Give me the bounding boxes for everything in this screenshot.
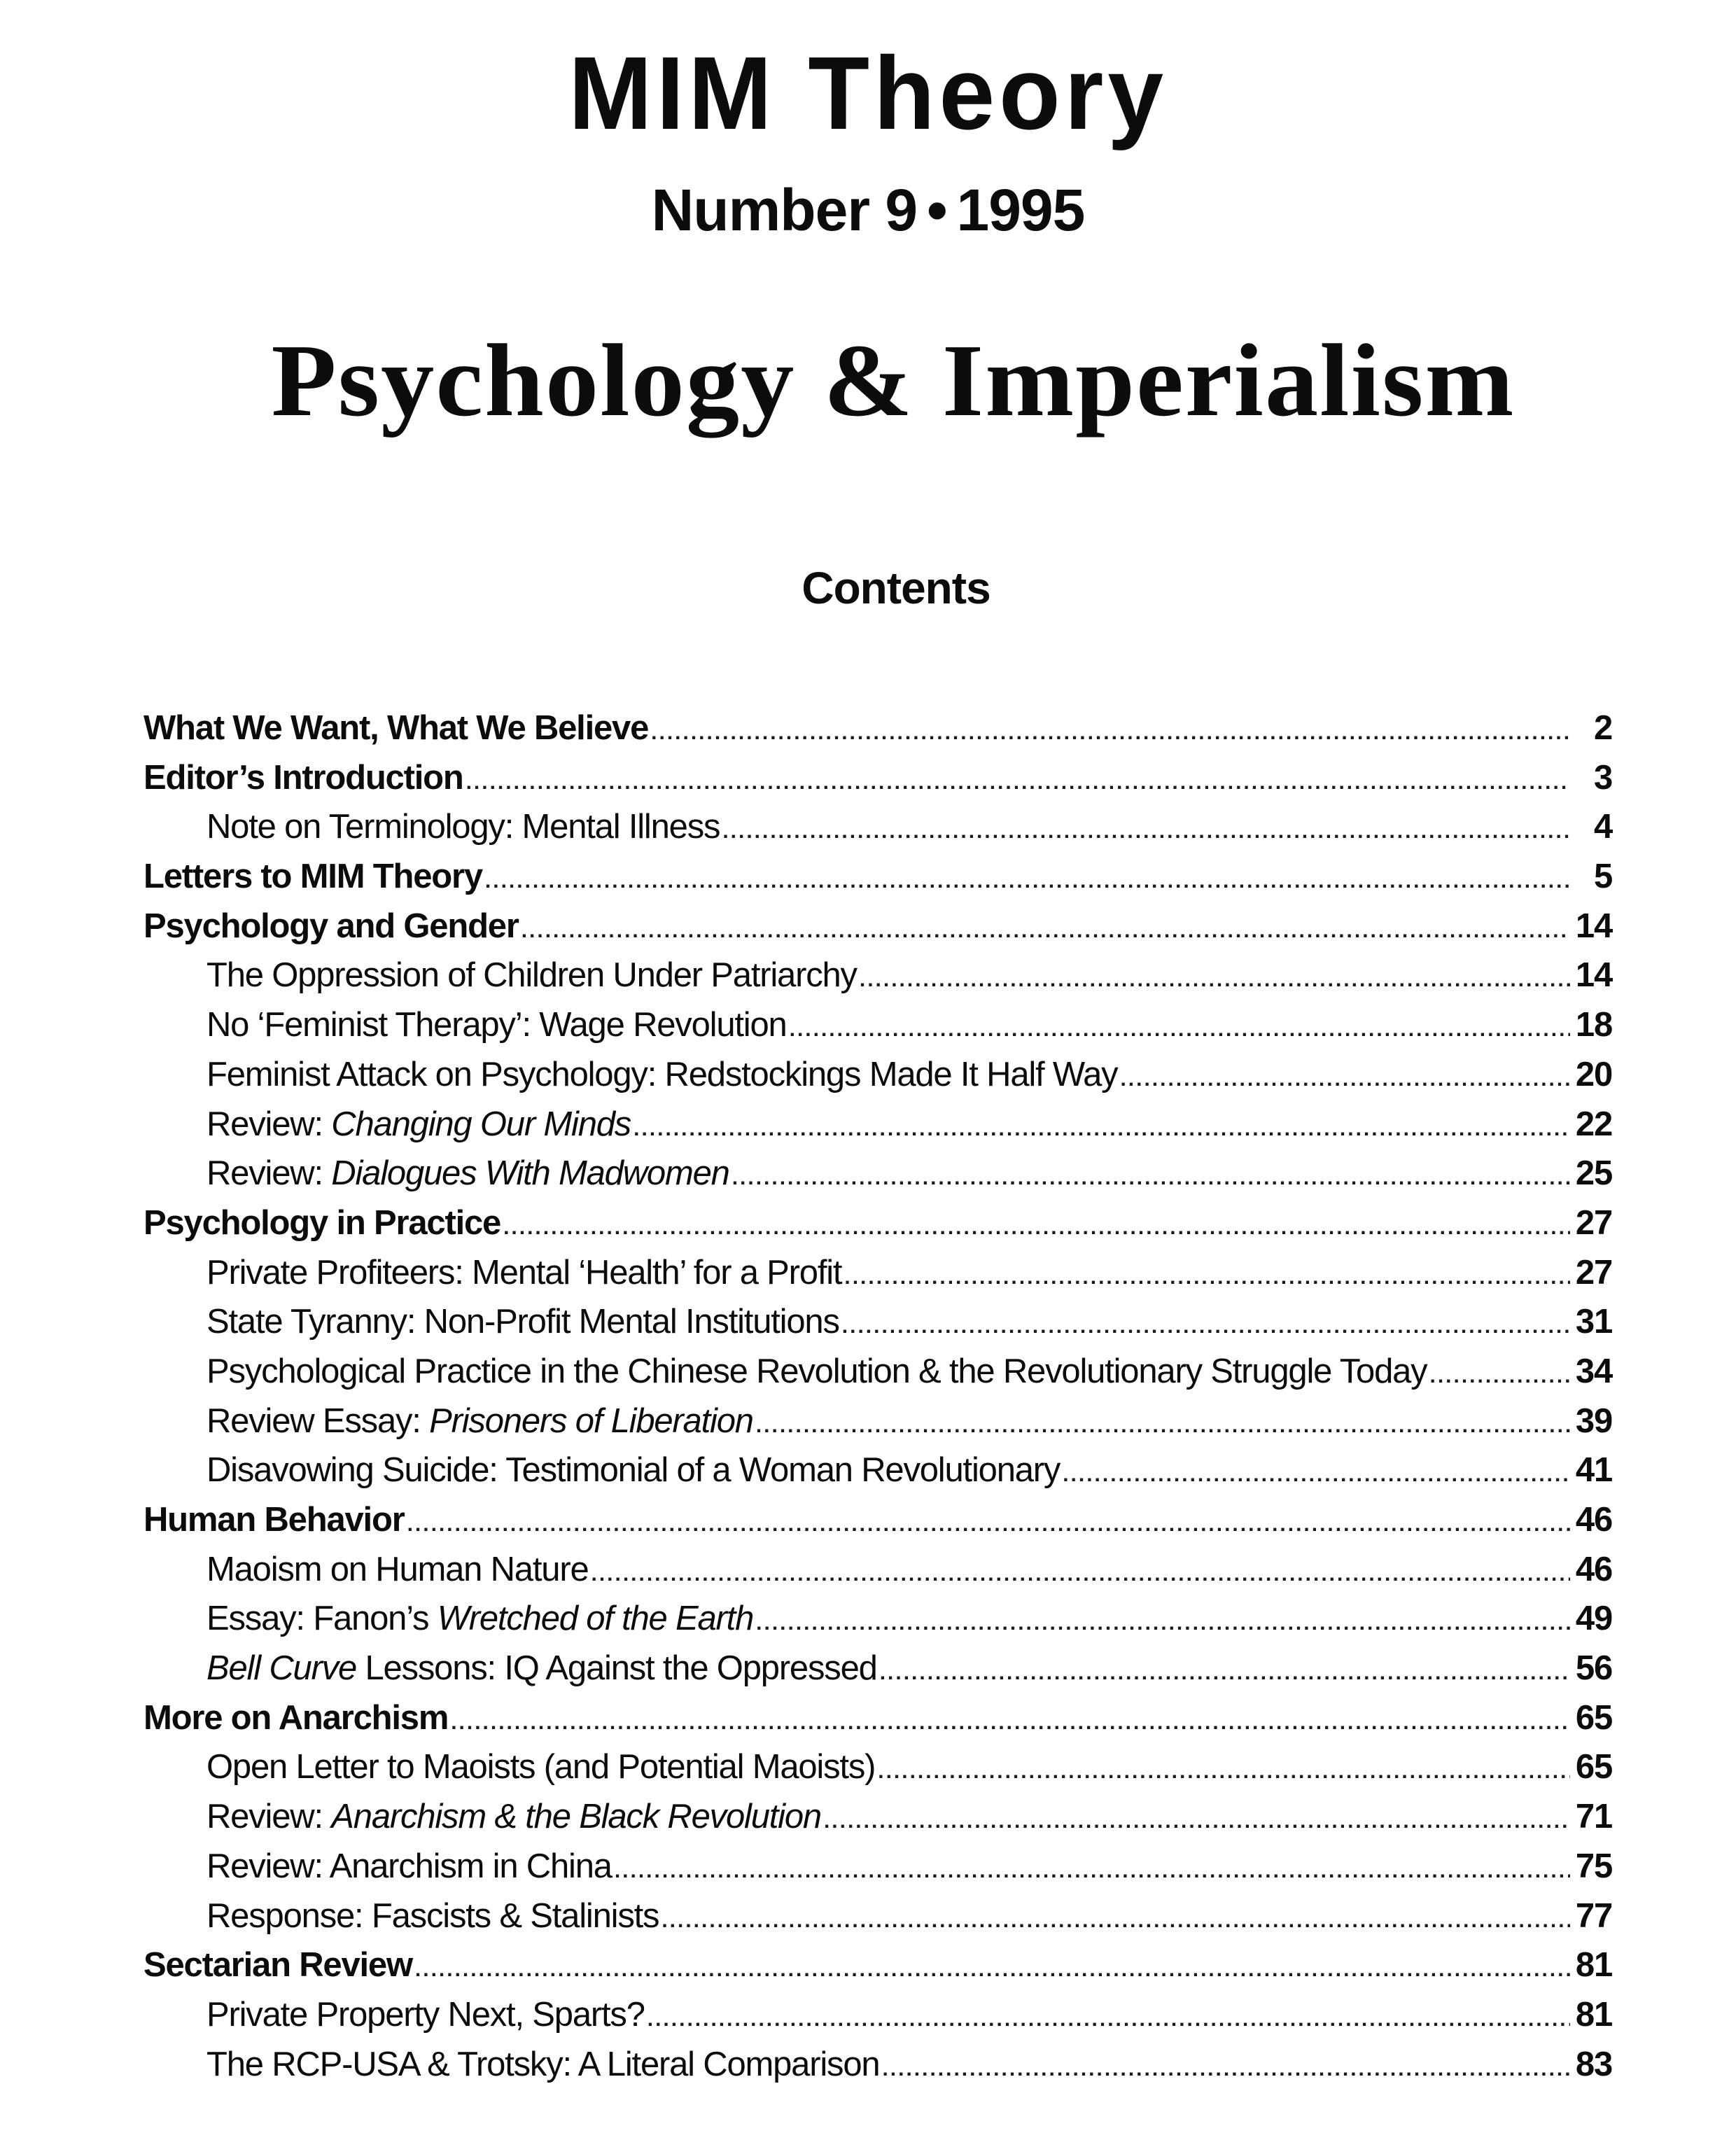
toc-dot-leader: [615, 1847, 1570, 1896]
toc-dot-leader: [415, 1945, 1570, 1995]
toc-entry-text: Human Behavior: [144, 1501, 405, 1539]
table-of-contents: [144, 704, 1612, 2089]
toc-page-number: 18: [1575, 1006, 1612, 1044]
toc-entry-text: Sectarian Review: [144, 1946, 412, 1985]
toc-dot-leader: [466, 758, 1570, 808]
toc-entry-text: Review:: [206, 1798, 332, 1836]
toc-page-number: 41: [1575, 1451, 1612, 1490]
toc-entry-text: Maoism on Human Nature: [206, 1550, 589, 1588]
toc-dot-leader: [648, 1995, 1570, 2045]
toc-sub-entry: [144, 951, 1612, 1000]
toc-page-number: 27: [1575, 1253, 1612, 1292]
toc-page-number: 81: [1575, 1946, 1612, 1985]
toc-section-entry: [144, 902, 1612, 951]
toc-sub-entry: [144, 1446, 1612, 1495]
toc-entry-title: [206, 951, 857, 1000]
toc-entry-text: More on Anarchism: [144, 1698, 449, 1737]
toc-page-number: 83: [1575, 2045, 1612, 2083]
toc-dot-leader: [592, 1550, 1571, 1600]
toc-sub-entry: [144, 1990, 1612, 2040]
toc-page-number: 5: [1593, 858, 1612, 896]
toc-page-number: 14: [1575, 907, 1612, 945]
toc-entry-title: [206, 1100, 631, 1149]
toc-dot-leader: [842, 1302, 1570, 1352]
toc-entry-title: [206, 2040, 879, 2090]
toc-entry-text: Psychological Practice in the Chinese Revolution & the Revolutionary Struggle Today: [206, 1352, 1427, 1390]
toc-sub-entry: [144, 1644, 1612, 1693]
toc-entry-italic-title: Changing Our Minds: [331, 1105, 631, 1143]
toc-entry-text: Psychology and Gender: [144, 907, 519, 945]
toc-sub-entry: [144, 1842, 1612, 1891]
toc-dot-leader: [880, 1649, 1570, 1698]
contents-heading: Contents: [802, 563, 990, 613]
toc-entry-title: [206, 1842, 612, 1891]
toc-page-number: 39: [1575, 1401, 1612, 1440]
toc-entry-title: [206, 1644, 877, 1693]
toc-dot-leader: [522, 907, 1570, 956]
toc-entry-text: Feminist Attack on Psychology: Redstockings Made It Half Way: [206, 1055, 1118, 1093]
toc-sub-entry: [144, 1792, 1612, 1842]
toc-sub-entry: [144, 1594, 1612, 1644]
toc-entry-title: [206, 1297, 839, 1347]
toc-dot-leader: [503, 1203, 1570, 1253]
toc-sub-entry: [144, 1891, 1612, 1941]
toc-entry-title: [144, 1940, 412, 1990]
toc-entry-title: [206, 1000, 787, 1050]
toc-page-number: 46: [1575, 1550, 1612, 1588]
toc-entry-title: [206, 802, 720, 852]
toc-entry-text: What We Want, What We Believe: [144, 709, 649, 747]
toc-page-number: 25: [1575, 1154, 1612, 1193]
toc-section-entry: [144, 753, 1612, 803]
toc-entry-title: [206, 1594, 753, 1644]
toc-entry-title: [144, 753, 463, 803]
toc-page-number: 75: [1575, 1847, 1612, 1885]
toc-page-number: 49: [1575, 1600, 1612, 1638]
toc-entry-text: Response: Fascists & Stalinists: [206, 1896, 659, 1935]
toc-page-number: 20: [1575, 1055, 1612, 1093]
toc-entry-text: The RCP-USA & Trotsky: A Literal Comparison: [206, 2045, 880, 2083]
toc-entry-text: Private Profiteers: Mental ‘Health’ for a Profit: [206, 1253, 842, 1292]
issue-separator: •: [927, 177, 947, 243]
toc-entry-title: [206, 1248, 841, 1298]
toc-entry-italic-title: Prisoners of Liberation: [429, 1401, 753, 1440]
toc-entry-title: [206, 1990, 645, 2040]
toc-section-entry: [144, 1940, 1612, 1990]
toc-sub-entry: [144, 802, 1612, 852]
toc-entry-title: [206, 1050, 1117, 1100]
toc-entry-text: Review:: [206, 1154, 332, 1193]
toc-entry-text: Psychology in Practice: [144, 1203, 501, 1242]
toc-entry-text: Review: Anarchism in China: [206, 1847, 612, 1885]
toc-entry-text: No ‘Feminist Therapy’: Wage Revolution: [206, 1006, 787, 1044]
toc-entry-italic-title: Anarchism & the Black Revolution: [331, 1798, 821, 1836]
toc-entry-title: [144, 1495, 405, 1545]
toc-entry-title: [206, 1397, 753, 1446]
toc-dot-leader: [485, 857, 1570, 907]
toc-section-entry: [144, 1693, 1612, 1743]
toc-dot-leader: [1429, 1352, 1570, 1401]
toc-page-number: 2: [1593, 709, 1612, 747]
toc-entry-title: [206, 1149, 729, 1198]
toc-entry-text: The Oppression of Children Under Patriarchy: [206, 956, 857, 995]
toc-dot-leader: [844, 1253, 1570, 1303]
toc-entry-title: [144, 902, 519, 951]
issue-year: 1995: [956, 177, 1085, 243]
toc-entry-text: Review:: [206, 1105, 332, 1143]
toc-entry-title: [206, 1446, 1060, 1495]
toc-entry-text: State Tyranny: Non-Profit Mental Institutions: [206, 1303, 839, 1341]
toc-entry-text: Lessons: IQ Against the Oppressed: [356, 1649, 877, 1688]
toc-entry-text: Editor’s Introduction: [144, 758, 463, 797]
toc-sub-entry: [144, 1397, 1612, 1446]
toc-dot-leader: [451, 1698, 1570, 1748]
toc-entry-italic-title: Bell Curve: [206, 1649, 357, 1688]
toc-section-entry: [144, 852, 1612, 902]
toc-sub-entry: [144, 1742, 1612, 1792]
toc-dot-leader: [882, 2045, 1570, 2094]
toc-page-number: 31: [1575, 1303, 1612, 1341]
toc-dot-leader: [860, 956, 1570, 1005]
toc-page-number: 81: [1575, 1995, 1612, 2034]
toc-dot-leader: [790, 1005, 1570, 1055]
toc-dot-leader: [634, 1105, 1570, 1154]
toc-dot-leader: [732, 1154, 1570, 1203]
toc-dot-leader: [651, 708, 1570, 758]
toc-sub-entry: [144, 1248, 1612, 1298]
toc-entry-text: Note on Terminology: Mental Illness: [206, 808, 720, 846]
toc-dot-leader: [407, 1500, 1570, 1550]
toc-page-number: 77: [1575, 1896, 1612, 1935]
issue-title: Psychology & Imperialism: [271, 323, 1516, 438]
toc-entry-text: Letters to MIM Theory: [144, 858, 482, 896]
toc-sub-entry: [144, 1100, 1612, 1149]
toc-dot-leader: [756, 1401, 1570, 1451]
toc-dot-leader: [1063, 1450, 1570, 1500]
toc-sub-entry: [144, 2040, 1612, 2090]
toc-entry-title: [206, 1792, 821, 1842]
toc-sub-entry: [144, 1297, 1612, 1347]
toc-entry-title: [144, 852, 482, 902]
toc-page-number: 4: [1593, 808, 1612, 846]
issue-line: [0, 177, 1736, 243]
toc-section-entry: [144, 1198, 1612, 1248]
toc-dot-leader: [722, 807, 1570, 857]
toc-entry-title: [144, 1198, 500, 1248]
toc-page-number: 65: [1575, 1748, 1612, 1786]
toc-section-entry: [144, 704, 1612, 753]
toc-page-number: 27: [1575, 1203, 1612, 1242]
toc-entry-italic-title: Dialogues With Madwomen: [331, 1154, 729, 1193]
toc-entry-text: Disavowing Suicide: Testimonial of a Woman Revolutionary: [206, 1451, 1060, 1490]
toc-page-number: 56: [1575, 1649, 1612, 1688]
toc-page-number: 71: [1575, 1798, 1612, 1836]
toc-dot-leader: [662, 1896, 1570, 1946]
toc-entry-title: [206, 1545, 589, 1595]
toc-sub-entry: [144, 1000, 1612, 1050]
toc-page-number: 14: [1575, 956, 1612, 995]
toc-dot-leader: [824, 1797, 1570, 1847]
toc-sub-entry: [144, 1545, 1612, 1595]
toc-entry-title: [206, 1742, 875, 1792]
toc-sub-entry: [144, 1050, 1612, 1100]
toc-dot-leader: [878, 1747, 1570, 1797]
toc-dot-leader: [1120, 1055, 1570, 1105]
toc-entry-text: Essay: Fanon’s: [206, 1600, 438, 1638]
toc-entry-title: [144, 1693, 448, 1743]
toc-sub-entry: [144, 1149, 1612, 1198]
toc-page-number: 3: [1593, 758, 1612, 797]
toc-page-number: 65: [1575, 1698, 1612, 1737]
toc-entry-title: [206, 1891, 659, 1941]
toc-section-entry: [144, 1495, 1612, 1545]
toc-entry-text: Review Essay:: [206, 1401, 430, 1440]
toc-entry-text: Open Letter to Maoists (and Potential Maoists): [206, 1748, 876, 1786]
toc-page-number: 34: [1575, 1352, 1612, 1390]
toc-page-number: 46: [1575, 1501, 1612, 1539]
toc-entry-italic-title: Wretched of the Earth: [437, 1600, 754, 1638]
toc-sub-entry: [144, 1347, 1612, 1397]
toc-entry-text: Private Property Next, Sparts?: [206, 1995, 645, 2034]
toc-entry-title: [144, 704, 648, 753]
toc-entry-title: [206, 1347, 1427, 1397]
masthead-title: MIM Theory: [568, 36, 1168, 151]
toc-dot-leader: [756, 1599, 1570, 1649]
toc-page-number: 22: [1575, 1105, 1612, 1143]
issue-number: Number 9: [651, 177, 918, 243]
